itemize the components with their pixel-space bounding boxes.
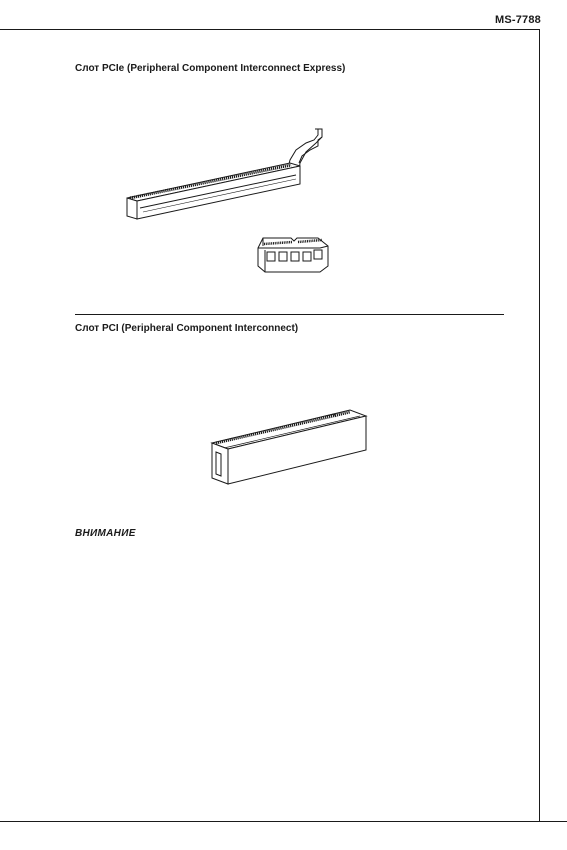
- model-number: MS-7788: [494, 14, 541, 26]
- warning-heading: ВНИМАНИЕ: [75, 528, 136, 539]
- footer-rule: [0, 821, 567, 822]
- pci-slot-heading: Слот PCI (Peripheral Component Interconnect): [75, 323, 299, 334]
- pcie-slot-heading: Слот PCIe (Peripheral Component Interconnect Express): [75, 63, 346, 74]
